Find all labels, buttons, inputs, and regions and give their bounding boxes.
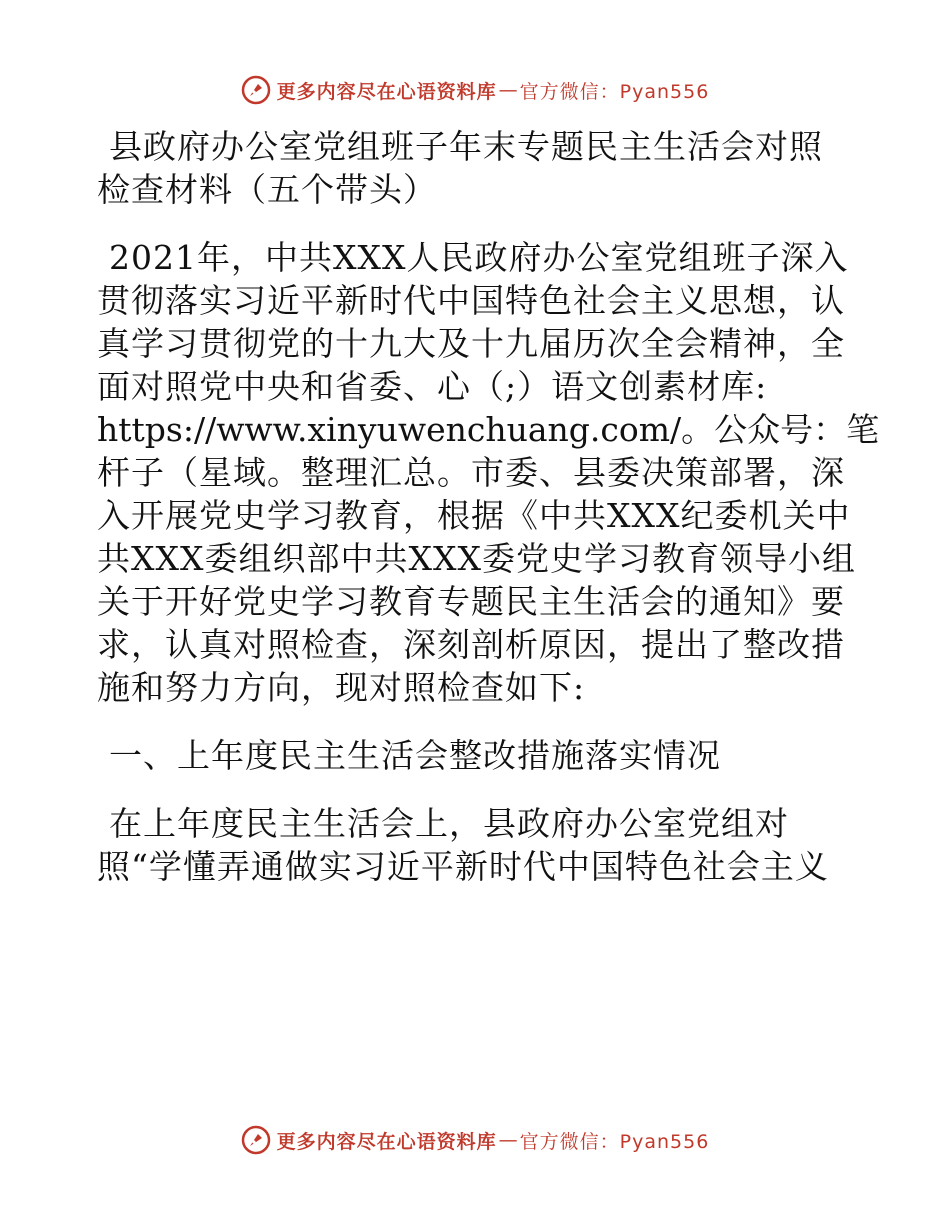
- intro-line-2: 贯彻落实习近平新时代中国特色社会主义思想，认: [97, 281, 845, 320]
- pen-nib-logo-icon: [241, 1125, 271, 1155]
- watermark-brand: 更多内容尽在心语资料库: [276, 1130, 497, 1153]
- intro-line-7: 入开展党史学习教育，根据《中共XXX纪委机关中: [97, 496, 851, 535]
- watermark-separator: —: [498, 1129, 518, 1151]
- watermark-wechat: 官方微信：Pyan556: [519, 1130, 710, 1153]
- document-title-line-1: 县政府办公室党组班子年末专题民主生活会对照: [109, 127, 823, 166]
- intro-line-5: https://www.xinyuwenchuang.com/。公众号：笔: [97, 410, 880, 449]
- intro-line-6: 杆子（星域。整理汇总。市委、县委决策部署，深: [97, 453, 845, 492]
- section-line-1: 在上年度民主生活会上，县政府办公室党组对: [109, 804, 789, 843]
- intro-line-9: 关于开好党史学习教育专题民主生活会的通知》要: [97, 582, 845, 621]
- pen-nib-logo-icon: [241, 75, 271, 105]
- watermark-separator: —: [498, 79, 518, 101]
- watermark-wechat: 官方微信：Pyan556: [519, 80, 710, 103]
- watermark-banner-top: [0, 68, 950, 112]
- watermark-brand: 更多内容尽在心语资料库: [276, 80, 497, 103]
- document-body: [97, 125, 880, 888]
- document-title-line-2: 检查材料（五个带头）: [97, 170, 437, 209]
- intro-line-11: 施和努力方向，现对照检查如下:: [97, 668, 586, 707]
- intro-line-10: 求，认真对照检查，深刻剖析原因，提出了整改措: [97, 625, 845, 664]
- watermark-banner-bottom: [0, 1118, 950, 1162]
- intro-line-3: 真学习贯彻党的十九大及十九届历次全会精神，全: [97, 324, 845, 363]
- intro-line-4: 面对照党中央和省委、心（;）语文创素材库:: [97, 367, 768, 406]
- intro-line-1: 2021年，中共XXX人民政府办公室党组班子深入: [109, 238, 849, 277]
- section-heading: 一、上年度民主生活会整改措施落实情况: [109, 736, 721, 775]
- section-line-2: 照“学懂弄通做实习近平新时代中国特色社会主义: [97, 847, 829, 886]
- intro-line-8: 共XXX委组织部中共XXX委党史学习教育领导小组: [97, 539, 856, 578]
